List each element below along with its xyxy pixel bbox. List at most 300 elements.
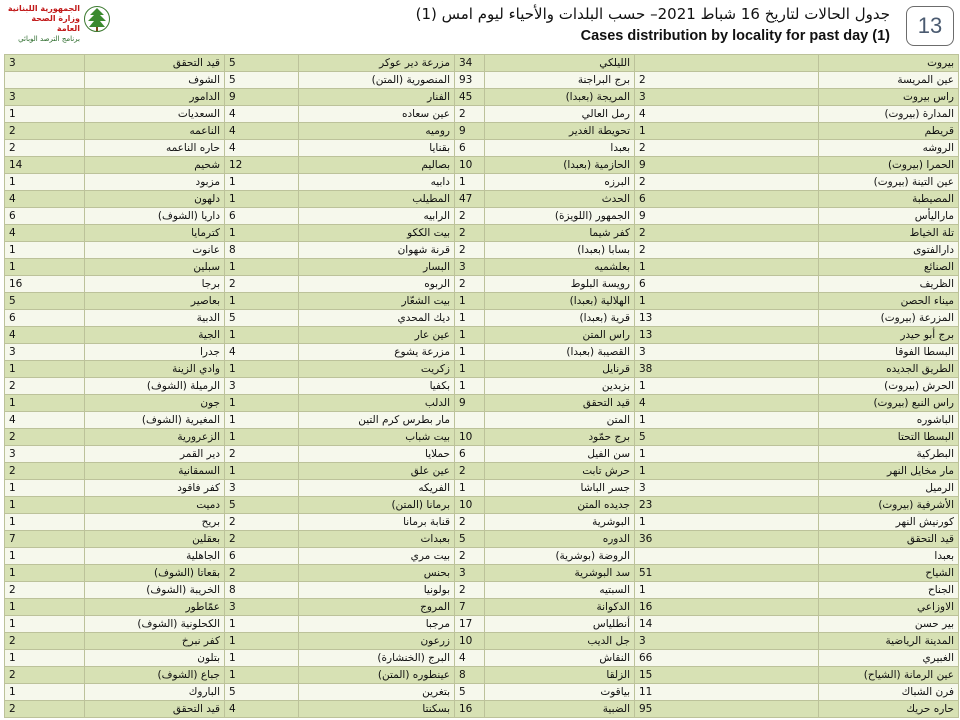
cell-locality-3: البرج (الخنشارة) — [299, 650, 455, 667]
cell-count-1: 51 — [635, 565, 819, 582]
cell-count-3: 5 — [225, 684, 299, 701]
cell-locality-2: تحويطة الغدير — [485, 123, 635, 140]
cell-locality-1: المدارة (بيروت) — [819, 106, 959, 123]
cell-locality-4: بريح — [85, 514, 225, 531]
cell-count-2: 3 — [455, 259, 485, 276]
table-row — [5, 55, 959, 72]
cell-locality-3: ديك المحدي — [299, 310, 455, 327]
table-row — [5, 480, 959, 497]
cell-count-2: 10 — [455, 429, 485, 446]
table-row — [5, 378, 959, 395]
cell-count-2: 93 — [455, 72, 485, 89]
cell-count-4: 2 — [5, 701, 85, 718]
table-row — [5, 616, 959, 633]
table-row — [5, 140, 959, 157]
cell-locality-2: بسابا (بعبدا) — [485, 242, 635, 259]
cell-count-4: 1 — [5, 650, 85, 667]
cell-count-3: 12 — [225, 157, 299, 174]
cell-locality-3: مار بطرس كرم التين — [299, 412, 455, 429]
cell-count-2: 5 — [455, 531, 485, 548]
cell-locality-3: بحنس — [299, 565, 455, 582]
cell-count-4: 1 — [5, 106, 85, 123]
cell-count-4: 1 — [5, 565, 85, 582]
cell-count-2: 2 — [455, 582, 485, 599]
cell-count-3: 1 — [225, 259, 299, 276]
cell-locality-1: الروشه — [819, 140, 959, 157]
cell-locality-4: جون — [85, 395, 225, 412]
table-row — [5, 72, 959, 89]
cell-locality-3: روميه — [299, 123, 455, 140]
cell-locality-4: شحيم — [85, 157, 225, 174]
cell-locality-1: الأشرفية (بيروت) — [819, 497, 959, 514]
cell-count-4: 4 — [5, 412, 85, 429]
cell-locality-4: دير القمر — [85, 446, 225, 463]
cell-count-1: 4 — [635, 106, 819, 123]
cell-locality-3: المطيلب — [299, 191, 455, 208]
cell-locality-1: ماراليأس — [819, 208, 959, 225]
cell-count-1: 1 — [635, 582, 819, 599]
cell-locality-3: البسار — [299, 259, 455, 276]
cell-locality-4: الدبية — [85, 310, 225, 327]
cell-count-4: 1 — [5, 497, 85, 514]
cell-locality-1: الاوزاعي — [819, 599, 959, 616]
cell-locality-2: الليلكي — [485, 55, 635, 72]
table-row — [5, 157, 959, 174]
cell-count-4: 3 — [5, 55, 85, 72]
cell-count-3: 1 — [225, 616, 299, 633]
cell-count-4: 1 — [5, 242, 85, 259]
cell-locality-4: كفر نبرخ — [85, 633, 225, 650]
cell-count-4: 4 — [5, 191, 85, 208]
cell-locality-4: السعديات — [85, 106, 225, 123]
cell-locality-4: المغيرية (الشوف) — [85, 412, 225, 429]
cell-locality-3: برمانا (المتن) — [299, 497, 455, 514]
cell-locality-3: قرنة شهوان — [299, 242, 455, 259]
cell-count-4: 3 — [5, 446, 85, 463]
cell-count-2: 4 — [455, 650, 485, 667]
cell-count-4: 2 — [5, 429, 85, 446]
cell-count-3: 4 — [225, 123, 299, 140]
cell-locality-1: بعبدا — [819, 548, 959, 565]
cell-locality-4: الباروك — [85, 684, 225, 701]
cell-locality-4: عمّاطور — [85, 599, 225, 616]
table-row — [5, 259, 959, 276]
cell-count-4: 7 — [5, 531, 85, 548]
cell-count-2: 2 — [455, 242, 485, 259]
cell-locality-1: الحرش (بيروت) — [819, 378, 959, 395]
table-row — [5, 633, 959, 650]
cell-locality-3: الربوه — [299, 276, 455, 293]
cell-count-4: 2 — [5, 463, 85, 480]
cell-count-3: 4 — [225, 106, 299, 123]
cell-count-2: 1 — [455, 361, 485, 378]
cell-count-1: 66 — [635, 650, 819, 667]
table-row — [5, 701, 959, 718]
cell-locality-2: الروضة (بوشرية) — [485, 548, 635, 565]
cell-count-3: 1 — [225, 429, 299, 446]
table-row — [5, 123, 959, 140]
cell-locality-4: الناعمه — [85, 123, 225, 140]
cell-count-2: 5 — [455, 684, 485, 701]
cell-count-3: 3 — [225, 480, 299, 497]
cell-locality-4: دلهون — [85, 191, 225, 208]
cell-locality-1: فرن الشباك — [819, 684, 959, 701]
cell-count-4: 1 — [5, 548, 85, 565]
cell-count-2: 2 — [455, 225, 485, 242]
cell-locality-4: جدرا — [85, 344, 225, 361]
cell-locality-3: المنصورية (المتن) — [299, 72, 455, 89]
cell-count-1: 1 — [635, 412, 819, 429]
cell-locality-2: أنطلياس — [485, 616, 635, 633]
cell-count-2: 2 — [455, 514, 485, 531]
cell-locality-4: بقعاتا (الشوف) — [85, 565, 225, 582]
cell-count-3: 8 — [225, 582, 299, 599]
cell-count-1: 9 — [635, 208, 819, 225]
cell-locality-2: البوشرية — [485, 514, 635, 531]
cell-locality-1: عين المريسة — [819, 72, 959, 89]
cell-count-4: 2 — [5, 582, 85, 599]
cell-locality-1: الصنائع — [819, 259, 959, 276]
cell-locality-1: مار مخايل النهر — [819, 463, 959, 480]
cell-locality-3: بقنايا — [299, 140, 455, 157]
table-row — [5, 599, 959, 616]
cell-locality-1: المصيطبة — [819, 191, 959, 208]
table-row — [5, 565, 959, 582]
cell-locality-4: حاره الناعمه — [85, 140, 225, 157]
cell-count-1: 14 — [635, 616, 819, 633]
cell-locality-3: عين سعاده — [299, 106, 455, 123]
cell-count-2: 45 — [455, 89, 485, 106]
cell-count-3: 1 — [225, 327, 299, 344]
cell-locality-4: كترمايا — [85, 225, 225, 242]
cell-count-1: 3 — [635, 633, 819, 650]
cell-count-3: 1 — [225, 174, 299, 191]
logo-line-1: الجمهورية اللبنانية — [7, 4, 80, 13]
cell-count-4: 6 — [5, 310, 85, 327]
cell-locality-4: جباع (الشوف) — [85, 667, 225, 684]
cell-locality-2: جديده المتن — [485, 497, 635, 514]
cell-count-1 — [635, 55, 819, 72]
cell-count-1: 2 — [635, 174, 819, 191]
cell-locality-1: كورنيش النهر — [819, 514, 959, 531]
cell-locality-2: الضبية — [485, 701, 635, 718]
table-row — [5, 310, 959, 327]
cell-locality-3: المروج — [299, 599, 455, 616]
cell-count-1: 1 — [635, 293, 819, 310]
cell-count-2: 2 — [455, 106, 485, 123]
cell-count-2: 10 — [455, 497, 485, 514]
cell-locality-1: الطريق الجديده — [819, 361, 959, 378]
cell-locality-2: سن الفيل — [485, 446, 635, 463]
cell-locality-2: بعلشميه — [485, 259, 635, 276]
cell-locality-2: سد البوشرية — [485, 565, 635, 582]
cell-locality-3: الرابيه — [299, 208, 455, 225]
table-row — [5, 293, 959, 310]
page-header — [0, 0, 960, 54]
table-row — [5, 361, 959, 378]
cell-locality-1: الغبيري — [819, 650, 959, 667]
cell-count-1: 13 — [635, 327, 819, 344]
cell-count-1: 1 — [635, 463, 819, 480]
cell-count-1: 2 — [635, 72, 819, 89]
cell-locality-4: قيد التحقق — [85, 701, 225, 718]
cell-locality-1: الرميل — [819, 480, 959, 497]
cell-locality-3: بصاليم — [299, 157, 455, 174]
cell-count-3: 1 — [225, 361, 299, 378]
cell-count-2 — [455, 412, 485, 429]
cell-count-1: 2 — [635, 140, 819, 157]
cell-count-2: 1 — [455, 344, 485, 361]
cell-count-3: 5 — [225, 497, 299, 514]
cell-locality-1: الجناح — [819, 582, 959, 599]
cell-count-3: 5 — [225, 310, 299, 327]
cell-locality-4: وادي الزينة — [85, 361, 225, 378]
cell-locality-2: الهلالية (بعبدا) — [485, 293, 635, 310]
cell-count-3: 1 — [225, 667, 299, 684]
table-row — [5, 531, 959, 548]
cell-count-4: 3 — [5, 89, 85, 106]
cell-count-2: 9 — [455, 395, 485, 412]
cell-count-1: 1 — [635, 123, 819, 140]
cell-count-1: 23 — [635, 497, 819, 514]
page-title-arabic: جدول الحالات لتاريخ 16 شباط 2021– حسب البلدات والأحياء ليوم امس (1) — [415, 5, 890, 23]
cell-locality-2: رمل العالي — [485, 106, 635, 123]
logo-line-3: برنامج الترصد الوبائي — [18, 35, 80, 43]
cell-count-3: 2 — [225, 565, 299, 582]
cell-count-2: 6 — [455, 446, 485, 463]
cell-count-1: 9 — [635, 157, 819, 174]
cell-locality-3: بعبدات — [299, 531, 455, 548]
table-row — [5, 174, 959, 191]
cell-locality-2: جسر الباشا — [485, 480, 635, 497]
cell-count-3: 5 — [225, 72, 299, 89]
cell-locality-3: بولونيا — [299, 582, 455, 599]
cell-count-3: 3 — [225, 378, 299, 395]
cell-locality-2: المريجة (بعبدا) — [485, 89, 635, 106]
cell-count-1: 5 — [635, 429, 819, 446]
page-title-english: Cases distribution by locality for past day (1) — [580, 28, 890, 44]
cell-count-3: 1 — [225, 633, 299, 650]
cell-count-4: 4 — [5, 327, 85, 344]
cell-count-2: 47 — [455, 191, 485, 208]
cell-locality-1: تلة الخياط — [819, 225, 959, 242]
cell-count-1: 36 — [635, 531, 819, 548]
cell-locality-1: قريطم — [819, 123, 959, 140]
cell-count-2: 8 — [455, 667, 485, 684]
cell-count-4: 1 — [5, 599, 85, 616]
cell-count-1: 38 — [635, 361, 819, 378]
cell-locality-2: برج حمّود — [485, 429, 635, 446]
cell-locality-3: حملايا — [299, 446, 455, 463]
cell-locality-1: راس بيروت — [819, 89, 959, 106]
cell-locality-4: سبلين — [85, 259, 225, 276]
table-row — [5, 89, 959, 106]
cell-count-3: 3 — [225, 599, 299, 616]
cell-count-2: 3 — [455, 565, 485, 582]
cell-count-2: 1 — [455, 174, 485, 191]
cell-locality-2: بياقوت — [485, 684, 635, 701]
cell-count-2: 1 — [455, 480, 485, 497]
cell-locality-3: الدلب — [299, 395, 455, 412]
cell-locality-2: كفر شيما — [485, 225, 635, 242]
cell-count-4: 1 — [5, 684, 85, 701]
cell-locality-1: عين الرمانة (الشياح) — [819, 667, 959, 684]
cell-locality-1: البطركية — [819, 446, 959, 463]
cell-count-1: 95 — [635, 701, 819, 718]
table-row — [5, 582, 959, 599]
cell-locality-1: الحمرا (بيروت) — [819, 157, 959, 174]
cell-count-4: 2 — [5, 633, 85, 650]
cell-count-3: 1 — [225, 191, 299, 208]
cell-locality-2: الدوره — [485, 531, 635, 548]
table-row — [5, 497, 959, 514]
cell-locality-2: الجمهور (اللويزة) — [485, 208, 635, 225]
cell-locality-3: بكفيا — [299, 378, 455, 395]
cell-count-4: 2 — [5, 667, 85, 684]
cell-count-2: 1 — [455, 293, 485, 310]
cases-table — [4, 54, 959, 718]
cell-locality-4: الزعرورية — [85, 429, 225, 446]
cell-count-4: 1 — [5, 259, 85, 276]
cell-count-2: 1 — [455, 327, 485, 344]
cell-count-1: 3 — [635, 344, 819, 361]
cell-locality-2: بعبدا — [485, 140, 635, 157]
cell-count-4: 1 — [5, 514, 85, 531]
cell-count-4: 5 — [5, 293, 85, 310]
cell-count-2: 16 — [455, 701, 485, 718]
cell-count-2: 10 — [455, 633, 485, 650]
cell-count-1: 2 — [635, 225, 819, 242]
cell-count-3: 1 — [225, 412, 299, 429]
cell-locality-3: بيت مري — [299, 548, 455, 565]
cell-count-2: 10 — [455, 157, 485, 174]
cell-count-4: 1 — [5, 361, 85, 378]
cell-count-1 — [635, 548, 819, 565]
table-row — [5, 344, 959, 361]
cell-locality-3: قنابة برمانا — [299, 514, 455, 531]
cell-locality-2: قرية (بعبدا) — [485, 310, 635, 327]
cell-locality-3: بسكنتا — [299, 701, 455, 718]
cell-locality-1: بيروت — [819, 55, 959, 72]
cell-locality-4: قيد التحقق — [85, 55, 225, 72]
cell-count-1: 13 — [635, 310, 819, 327]
cell-count-4: 1 — [5, 480, 85, 497]
cell-locality-4: الرميلة (الشوف) — [85, 378, 225, 395]
cell-count-3: 4 — [225, 140, 299, 157]
table-row — [5, 208, 959, 225]
cell-locality-1: الشياح — [819, 565, 959, 582]
cedar-icon — [84, 4, 110, 34]
cell-locality-1: المدينة الرياضية — [819, 633, 959, 650]
cell-count-4: 2 — [5, 378, 85, 395]
cell-locality-4: السمقانية — [85, 463, 225, 480]
cell-count-1: 3 — [635, 480, 819, 497]
cell-locality-2: الدكوانة — [485, 599, 635, 616]
cell-count-4: 1 — [5, 174, 85, 191]
cell-count-3: 9 — [225, 89, 299, 106]
cell-count-4: 1 — [5, 395, 85, 412]
cell-locality-4: الشوف — [85, 72, 225, 89]
cell-locality-3: عين عار — [299, 327, 455, 344]
cell-count-1: 1 — [635, 378, 819, 395]
table-row — [5, 412, 959, 429]
cell-locality-3: مزرعة يشوع — [299, 344, 455, 361]
cell-count-3: 2 — [225, 446, 299, 463]
cell-locality-3: مزرعة دير عوكر — [299, 55, 455, 72]
cell-locality-1: البسطا الفوقا — [819, 344, 959, 361]
table-row — [5, 684, 959, 701]
cell-count-2: 2 — [455, 208, 485, 225]
table-row — [5, 191, 959, 208]
table-row — [5, 395, 959, 412]
cell-locality-1: الظريف — [819, 276, 959, 293]
cell-locality-3: زكريت — [299, 361, 455, 378]
cell-locality-2: برج البراجنة — [485, 72, 635, 89]
cell-locality-1: قيد التحقق — [819, 531, 959, 548]
cell-locality-4: الجية — [85, 327, 225, 344]
cell-count-2: 2 — [455, 463, 485, 480]
cell-locality-3: عينطوره (المتن) — [299, 667, 455, 684]
cell-locality-4: بعقلين — [85, 531, 225, 548]
cell-locality-2: بزبدين — [485, 378, 635, 395]
cell-count-3: 1 — [225, 395, 299, 412]
cell-locality-1: ميناء الحصن — [819, 293, 959, 310]
table-row — [5, 242, 959, 259]
table-row — [5, 446, 959, 463]
cell-locality-2: النقاش — [485, 650, 635, 667]
cell-count-1: 6 — [635, 191, 819, 208]
cell-count-1: 1 — [635, 514, 819, 531]
cell-locality-1: برج أبو حيدر — [819, 327, 959, 344]
cell-locality-4: الكحلونية (الشوف) — [85, 616, 225, 633]
cell-count-3: 4 — [225, 701, 299, 718]
cell-locality-2: القصيبة (بعبدا) — [485, 344, 635, 361]
cell-locality-4: بتلون — [85, 650, 225, 667]
cell-locality-3: الفنار — [299, 89, 455, 106]
cell-locality-4: بعاصير — [85, 293, 225, 310]
cell-count-4 — [5, 72, 85, 89]
cell-locality-1: دارالفتوى — [819, 242, 959, 259]
cell-locality-2: راس المتن — [485, 327, 635, 344]
table-row — [5, 276, 959, 293]
cell-locality-2: المتن — [485, 412, 635, 429]
cell-locality-1: المزرعة (بيروت) — [819, 310, 959, 327]
cell-count-1: 11 — [635, 684, 819, 701]
cell-locality-3: زرعون — [299, 633, 455, 650]
cell-count-3: 4 — [225, 344, 299, 361]
cell-count-1: 3 — [635, 89, 819, 106]
cell-count-3: 2 — [225, 514, 299, 531]
cell-count-3: 2 — [225, 531, 299, 548]
cell-count-2: 1 — [455, 378, 485, 395]
cell-count-4: 4 — [5, 225, 85, 242]
cell-count-4: 6 — [5, 208, 85, 225]
cell-count-4: 3 — [5, 344, 85, 361]
cell-locality-2: قيد التحقق — [485, 395, 635, 412]
cell-locality-2: جل الديب — [485, 633, 635, 650]
cell-locality-3: بتغرين — [299, 684, 455, 701]
cell-locality-3: بيت الككو — [299, 225, 455, 242]
cell-locality-1: عين التينة (بيروت) — [819, 174, 959, 191]
table-row — [5, 106, 959, 123]
cell-locality-4: كفر فاقود — [85, 480, 225, 497]
cell-locality-2: رويسة البلوط — [485, 276, 635, 293]
cell-locality-1: راس النبع (بيروت) — [819, 395, 959, 412]
cell-locality-2: البرزه — [485, 174, 635, 191]
table-row — [5, 429, 959, 446]
logo-line-2: وزارة الصحة العامة — [31, 14, 80, 33]
cell-locality-4: الجاهلية — [85, 548, 225, 565]
